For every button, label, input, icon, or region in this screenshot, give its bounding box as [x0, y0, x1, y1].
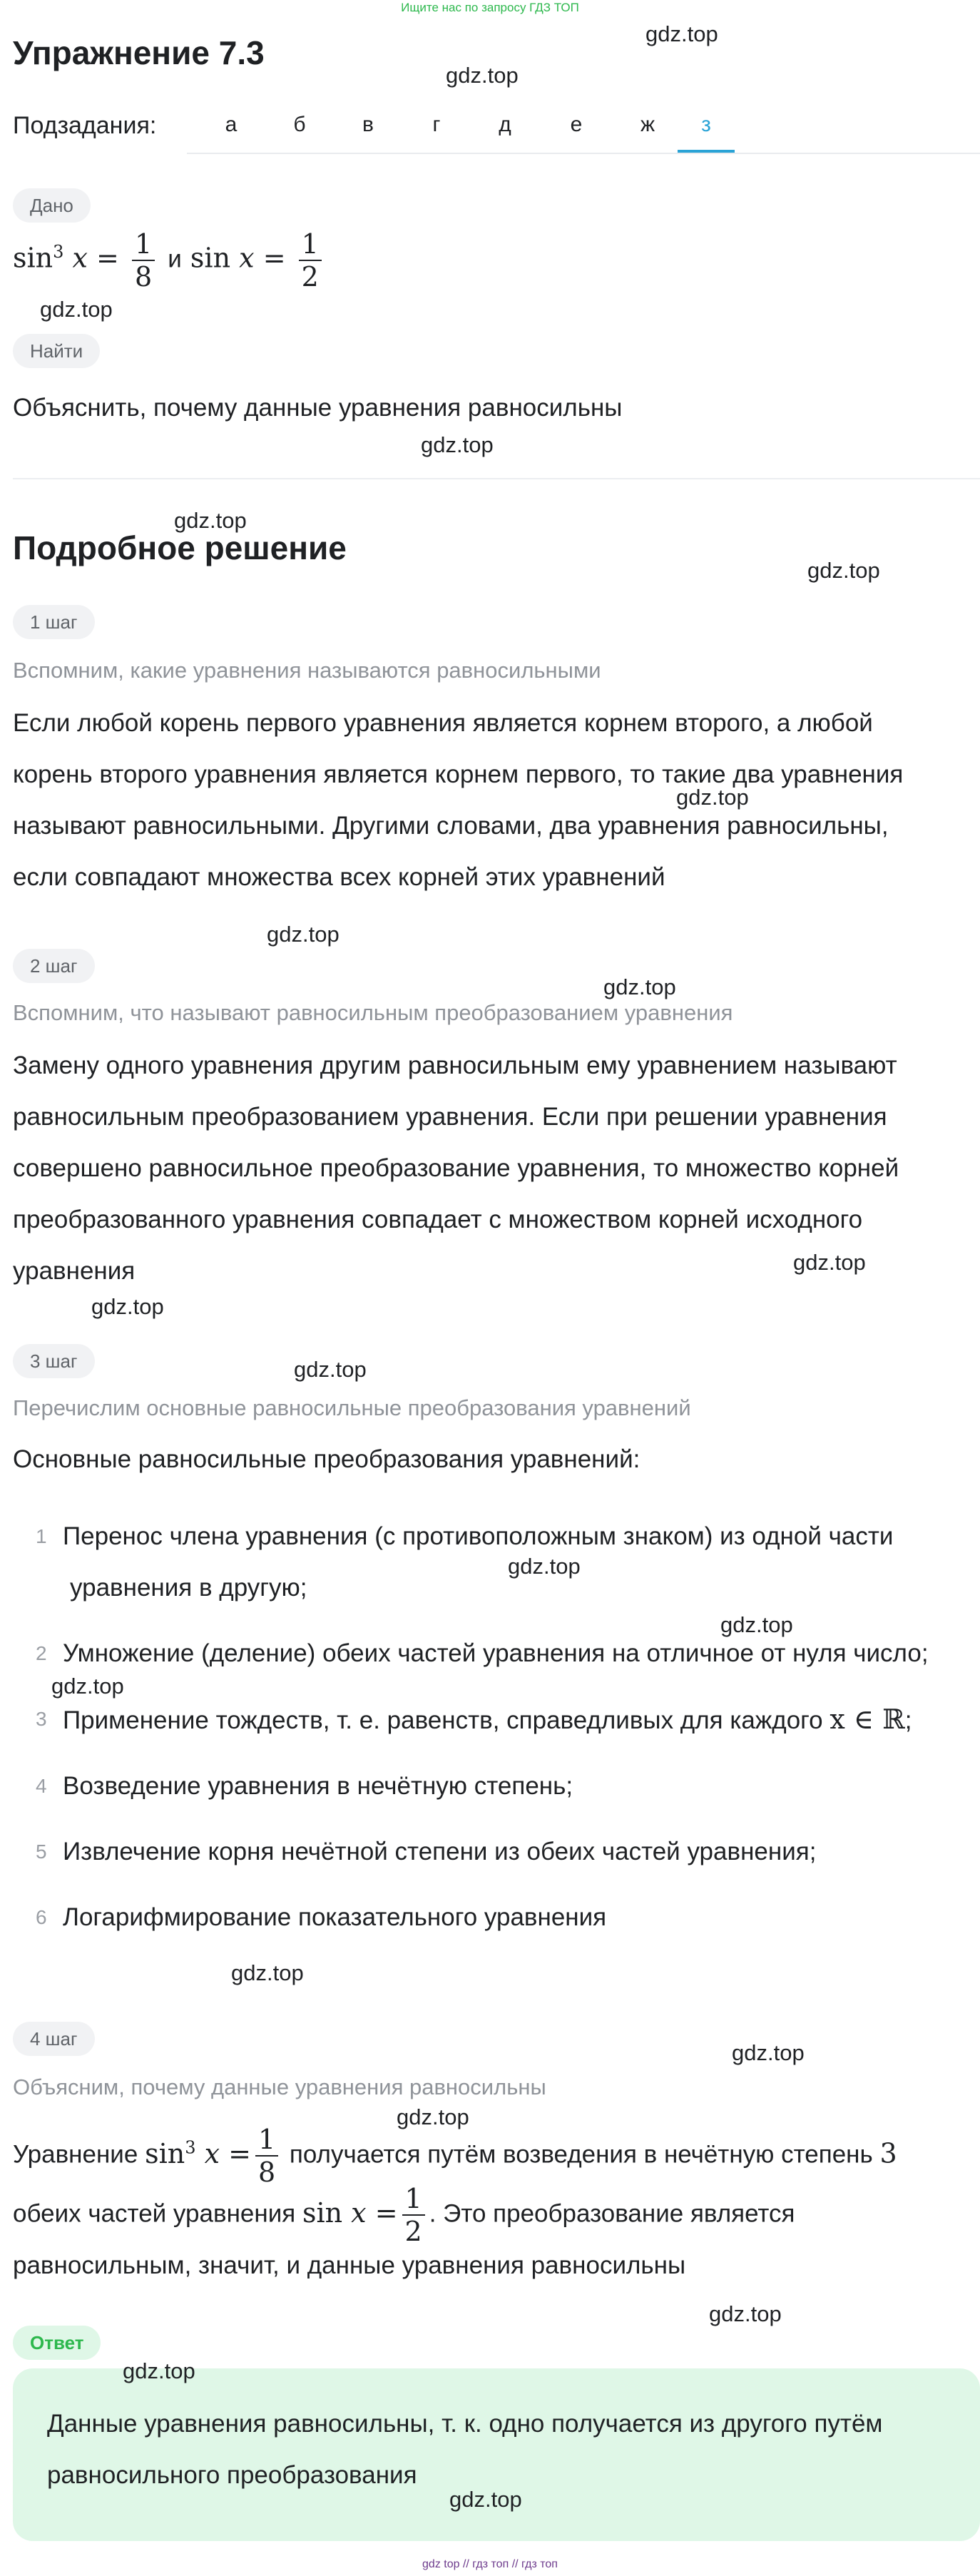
list-item-number: 3	[36, 1708, 47, 1730]
watermark: gdz.top	[51, 1674, 124, 1699]
find-text: Объяснить, почему данные уравнения равносильны	[13, 394, 623, 422]
step3-subtitle: Перечислим основные равносильные преобразования уравнений	[13, 1395, 691, 1420]
watermark: gdz.top	[709, 2301, 782, 2326]
list-item	[63, 1694, 912, 1746]
list-item-number: 5	[36, 1841, 47, 1863]
list-item-tail: ;	[904, 1706, 912, 1734]
step1-text	[13, 698, 903, 903]
eq1-num: 1	[132, 228, 155, 261]
eq-fraction	[402, 2183, 425, 2247]
watermark: gdz.top	[231, 1960, 304, 1985]
eq1-power: 3	[53, 241, 64, 262]
top-banner: Ищите нас по запросу ГДЗ ТОП	[401, 1, 579, 14]
tab-g[interactable]: г	[432, 113, 441, 136]
step2-line: равносильным преобразованием уравнения. Если при решении уравнения	[13, 1103, 887, 1131]
watermark: gdz.top	[397, 2104, 469, 2129]
tab-b[interactable]: б	[293, 113, 306, 136]
step2-line: Замену одного уравнения другим равносильным ему уравнением называют	[13, 1052, 897, 1079]
tab-a[interactable]: а	[225, 113, 238, 136]
list-item-text: Применение тождеств, т. е. равенств, справедливых для каждого	[63, 1706, 823, 1734]
page-title: Упражнение 7.3	[13, 34, 265, 71]
tab-d[interactable]: д	[499, 113, 511, 136]
tab-zh[interactable]: ж	[640, 113, 655, 136]
watermark: gdz.top	[294, 1357, 367, 1382]
watermark: gdz.top	[40, 297, 113, 322]
list-item-text: Перенос члена уравнения (с противоположным знаком) из одной части	[63, 1522, 894, 1550]
step2-pill: 2 шаг	[13, 949, 95, 983]
step4-eq1	[145, 2124, 282, 2189]
answer-box	[13, 2368, 980, 2541]
eq2-fraction	[299, 228, 322, 292]
list-item-number: 1	[36, 1525, 47, 1547]
step2-line: преобразованного уравнения совпадает с множеством корней исходного	[13, 1206, 863, 1233]
step1-pill: 1 шаг	[13, 605, 95, 639]
watermark: gdz.top	[446, 63, 519, 88]
given-pill: Дано	[13, 188, 91, 223]
eq-var: x	[351, 2196, 367, 2229]
step2-line: совершено равносильное преобразование уравнения, то множество корней	[13, 1154, 899, 1182]
watermark: gdz.top	[732, 2040, 805, 2065]
eq-num: 1	[255, 2124, 278, 2157]
solution-title: Подробное решение	[13, 529, 347, 566]
step4-power: 3	[879, 2137, 897, 2169]
eq2-num: 1	[299, 228, 322, 261]
eq-den: 2	[404, 2216, 422, 2247]
eq2-eq: =	[262, 242, 286, 274]
eq-power: 3	[185, 2137, 196, 2157]
eq2-fn: sin	[190, 242, 231, 274]
eq2-var: x	[239, 242, 255, 274]
step1-subtitle: Вспомним, какие уравнения называются равносильными	[13, 658, 601, 683]
watermark: gdz.top	[720, 1612, 793, 1637]
watermark: gdz.top	[267, 922, 340, 947]
step4-text: обеих частей уравнения	[13, 2199, 296, 2228]
step1-line: корень второго уравнения является корнем первого, то такие два уравнения	[13, 760, 904, 788]
list-item-text: Возведение уравнения в нечётную степень;	[63, 1772, 573, 1800]
subtask-tabs	[187, 106, 980, 154]
eq-fraction	[255, 2124, 278, 2188]
step1-line: называют равносильными. Другими словами, два уравнения равносильны,	[13, 812, 889, 840]
step4-line-2	[13, 2183, 795, 2247]
list-item-number: 4	[36, 1775, 47, 1797]
list-item-number: 2	[36, 1642, 47, 1664]
step4-line-3: равносильным, значит, и данные уравнения равносильны	[13, 2251, 686, 2279]
list-item-text: Извлечение корня нечётной степени из обеих частей уравнения;	[63, 1838, 817, 1865]
list-item	[63, 1511, 893, 1614]
eq-eq: =	[374, 2196, 398, 2229]
step1-line: Если любой корень первого уравнения является корнем второго, а любой	[13, 709, 873, 737]
eq2-den: 2	[301, 261, 319, 292]
eq-var: x	[204, 2137, 220, 2169]
list-item-number: 6	[36, 1906, 47, 1928]
eq1-fraction	[132, 228, 155, 292]
watermark: gdz.top	[807, 558, 880, 583]
list-item-math: x ∈ ℝ	[830, 1704, 905, 1735]
eq1-var: x	[72, 242, 88, 274]
step2-text	[13, 1040, 899, 1297]
watermark: gdz.top	[449, 2487, 522, 2512]
watermark: gdz.top	[123, 2358, 195, 2383]
watermark: gdz.top	[603, 974, 676, 999]
step4-text: Уравнение	[13, 2140, 138, 2169]
answer-pill: Ответ	[13, 2326, 101, 2360]
tab-z[interactable]: з	[678, 106, 735, 153]
step1-line: если совпадают множества всех корней этих уравнений	[13, 863, 665, 891]
step4-pill: 4 шаг	[13, 2022, 95, 2056]
conj: и	[168, 245, 182, 273]
eq1-den: 8	[134, 261, 153, 292]
find-pill: Найти	[13, 334, 100, 368]
eq-num: 1	[402, 2183, 425, 2216]
answer-line: равносильного преобразования	[47, 2461, 417, 2489]
eq-fn: sin	[145, 2137, 185, 2169]
watermark: gdz.top	[793, 1250, 866, 1275]
watermark: gdz.top	[645, 21, 718, 46]
eq-fn: sin	[302, 2196, 343, 2229]
watermark: gdz.top	[676, 785, 749, 810]
footer-links[interactable]: gdz top // гдз топ // гдз топ	[422, 2558, 558, 2570]
step4-subtitle: Объясним, почему данные уравнения равносильны	[13, 2074, 546, 2099]
step3-intro: Основные равносильные преобразования уравнений:	[13, 1445, 640, 1473]
watermark: gdz.top	[508, 1554, 581, 1579]
eq1-fn: sin	[13, 242, 53, 274]
eq1-eq: =	[96, 242, 119, 274]
given-equations	[13, 228, 326, 292]
watermark: gdz.top	[91, 1294, 164, 1319]
list-item-text: Умножение (деление) обеих частей уравнения на отличное от нуля число;	[63, 1639, 929, 1667]
subtasks-label: Подзадания:	[13, 112, 157, 139]
step2-line: уравнения	[13, 1257, 136, 1285]
watermark: gdz.top	[174, 508, 247, 533]
answer-line: Данные уравнения равносильны, т. к. одно получается из другого путём	[47, 2410, 883, 2438]
tab-e[interactable]: е	[570, 113, 583, 136]
tab-v[interactable]: в	[362, 113, 374, 136]
step2-subtitle: Вспомним, что называют равносильным преобразованием уравнения	[13, 1000, 733, 1025]
step3-pill: 3 шаг	[13, 1344, 95, 1378]
watermark: gdz.top	[421, 432, 494, 457]
list-item-text: уравнения в другую;	[70, 1574, 307, 1602]
step4-text: . Это преобразование является	[429, 2199, 795, 2228]
list-item-text: Логарифмирование показательного уравнения	[63, 1903, 607, 1931]
eq-den: 8	[257, 2157, 276, 2189]
eq-eq: =	[228, 2137, 251, 2169]
divider	[13, 478, 980, 479]
step4-eq2	[302, 2183, 429, 2247]
step4-text: получается путём возведения в нечётную степень	[289, 2140, 873, 2169]
